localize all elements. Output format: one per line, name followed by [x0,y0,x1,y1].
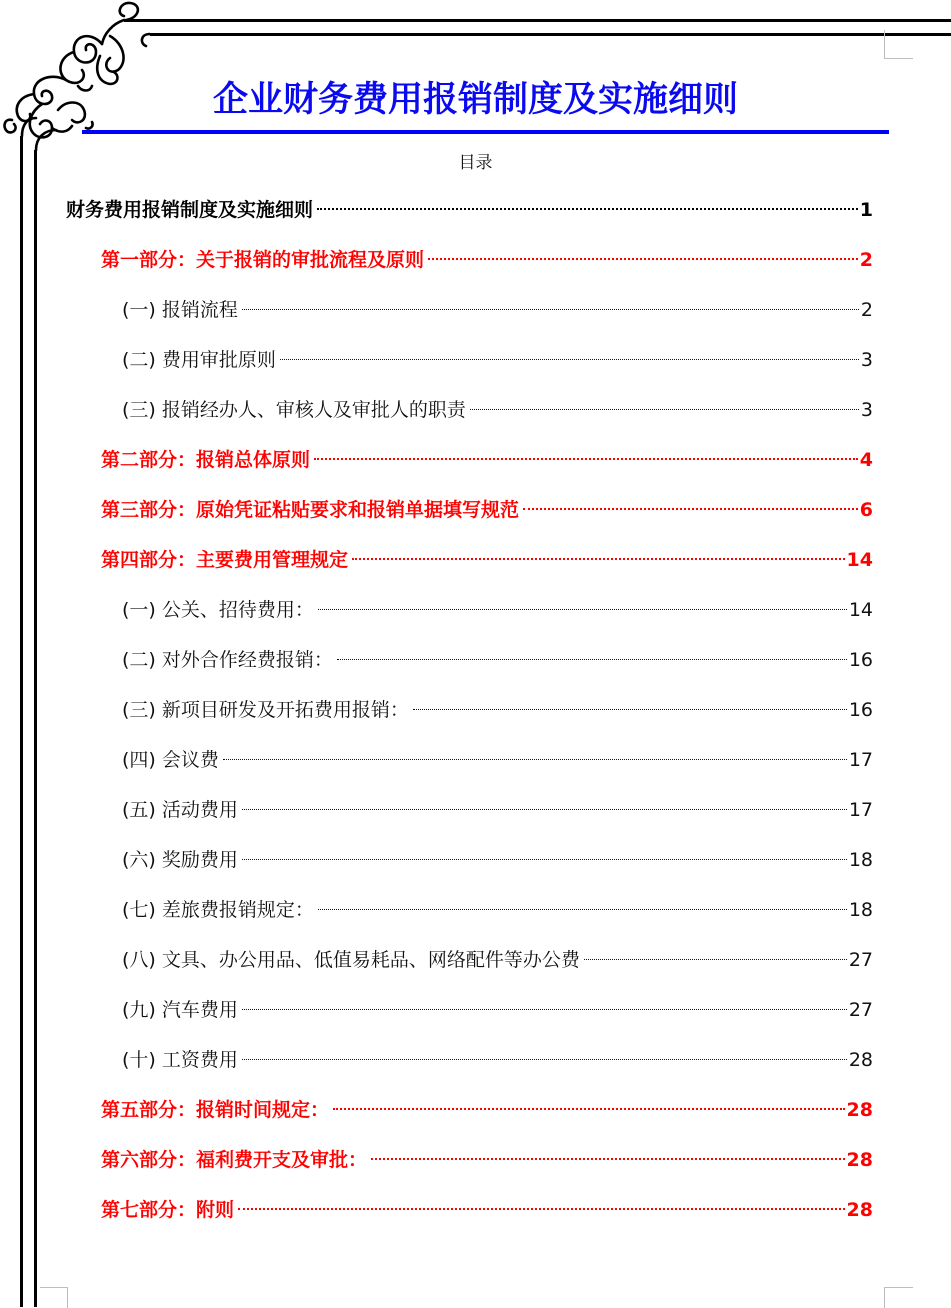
frame-top-outer-line [124,19,951,22]
toc-entry[interactable] [101,1190,873,1230]
toc-entry[interactable] [66,190,873,230]
toc-entry-label: (五) 活动费用 [122,799,238,821]
toc-entry-page: 27 [848,949,873,971]
toc-entry-label: (六) 奖励费用 [122,849,238,871]
dot-leader [470,408,859,410]
toc-entry-label: (三) 新项目研发及开拓费用报销： [122,699,409,721]
toc-entry-page: 28 [848,1049,873,1071]
toc-entry-page: 28 [846,1099,873,1121]
toc-entry-page: 1 [859,199,873,221]
toc-entry[interactable] [122,1040,873,1080]
toc-entry[interactable] [101,490,873,530]
toc-entry-page: 6 [859,499,873,521]
dot-leader [238,1207,845,1210]
toc-entry-label: 第四部分：主要费用管理规定 [101,549,349,571]
toc-entry[interactable] [122,340,873,380]
toc-entry[interactable] [122,990,873,1030]
toc-entry[interactable] [122,740,873,780]
dot-leader [242,1058,847,1060]
toc-entry-label: (一) 公关、招待费用： [122,599,314,621]
toc-entry-label: (一) 报销流程 [122,299,238,321]
toc-entry[interactable] [122,840,873,880]
toc-entry-label: (二) 费用审批原则 [122,349,276,371]
toc-entry-page: 4 [859,449,873,471]
dot-leader [337,658,847,660]
toc-entry[interactable] [122,940,873,980]
toc-entry[interactable] [101,1090,873,1130]
frame-left-inner-line [34,150,37,1307]
toc-entry-label: 第三部分：原始凭证粘贴要求和报销单据填写规范 [101,499,520,521]
dot-leader [413,708,847,710]
toc-entry-label: (七) 差旅费报销规定： [122,899,314,921]
dot-leader [318,608,847,610]
toc-entry-page: 17 [848,799,873,821]
toc-entry-page: 18 [848,899,873,921]
dot-leader [242,808,847,810]
frame-left-outer-line [20,136,23,1307]
toc-entry-label: (八) 文具、办公用品、低值易耗品、网络配件等办公费 [122,949,580,971]
dot-leader [242,308,859,310]
toc-entry-page: 14 [848,599,873,621]
toc-entry-page: 2 [860,299,873,321]
toc-entry-label: (九) 汽车费用 [122,999,238,1021]
toc-entry-page: 3 [860,349,873,371]
dot-leader [352,557,845,560]
toc-entry-label: (二) 对外合作经费报销： [122,649,333,671]
toc-entry-label: 第六部分：福利费开支及审批： [101,1149,368,1171]
dot-leader [523,507,858,510]
toc-entry-label: 第二部分：报销总体原则 [101,449,311,471]
crop-mark-bottom-right [884,1287,913,1308]
toc-entry[interactable] [122,590,873,630]
toc-entry-label: (十) 工资费用 [122,1049,238,1071]
dot-leader [280,358,859,360]
toc-entry-page: 28 [846,1199,873,1221]
title-underline [82,130,889,134]
toc-entry[interactable] [122,290,873,330]
toc-entry[interactable] [101,440,873,480]
dot-leader [223,758,847,760]
dot-leader [371,1157,845,1160]
toc-entry[interactable] [101,240,873,280]
toc-entry-page: 28 [846,1149,873,1171]
dot-leader [317,207,858,210]
toc-entry[interactable] [122,790,873,830]
toc-entry-label: 第七部分：附则 [101,1199,235,1221]
dot-leader [333,1107,845,1110]
toc-entry-label: 财务费用报销制度及实施细则 [66,199,314,221]
dot-leader [242,858,847,860]
toc-entry-page: 16 [848,699,873,721]
dot-leader [428,257,858,260]
crop-mark-top-right [884,30,913,59]
toc-entry[interactable] [122,890,873,930]
toc-heading: 目录 [458,153,493,173]
dot-leader [584,958,847,960]
toc-entry[interactable] [122,390,873,430]
document-title: 企业财务费用报销制度及实施细则 [212,80,738,120]
toc-entry-page: 3 [860,399,873,421]
dot-leader [242,1008,847,1010]
crop-mark-bottom-left [40,1287,68,1308]
toc-entry[interactable] [122,640,873,680]
toc-entry-page: 14 [846,549,873,571]
toc-entry-label: 第一部分：关于报销的审批流程及原则 [101,249,425,271]
toc-entry-label: (四) 会议费 [122,749,219,771]
toc-entry[interactable] [101,540,873,580]
frame-top-inner-line [150,33,951,36]
toc-entry-page: 18 [848,849,873,871]
dot-leader [314,457,858,460]
toc-entry[interactable] [101,1140,873,1180]
toc-entry-page: 2 [859,249,873,271]
toc-entry-label: 第五部分：报销时间规定： [101,1099,330,1121]
toc-entry-page: 17 [848,749,873,771]
toc-entry[interactable] [122,690,873,730]
toc-entry-page: 27 [848,999,873,1021]
dot-leader [318,908,847,910]
toc-entry-page: 16 [848,649,873,671]
toc-entry-label: (三) 报销经办人、审核人及审批人的职责 [122,399,466,421]
